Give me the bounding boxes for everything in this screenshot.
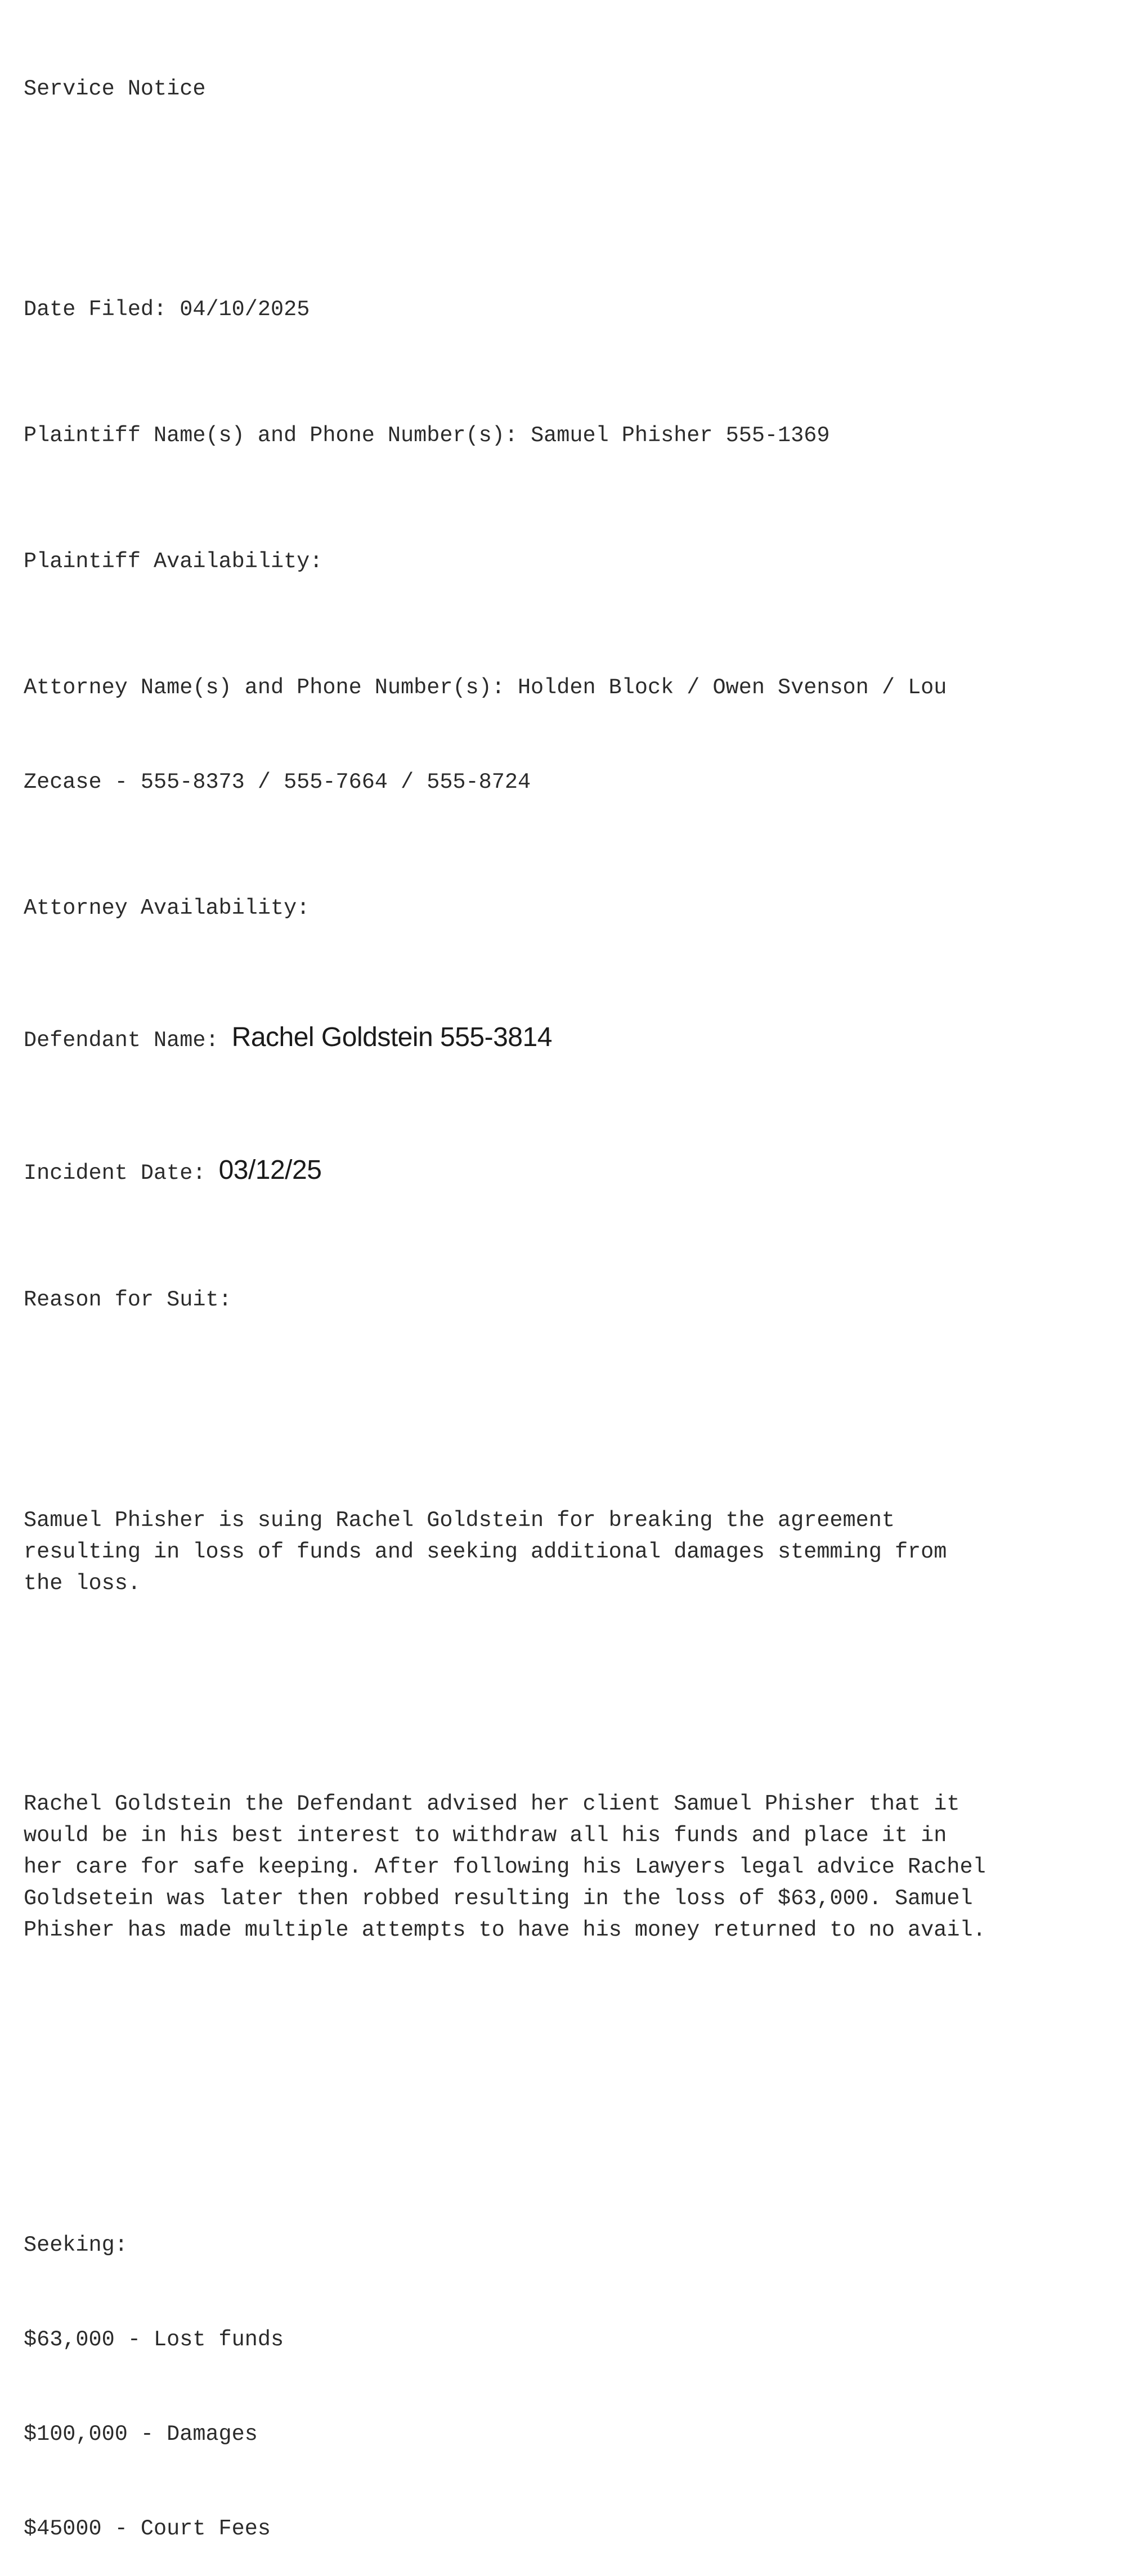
attorney-value-line2: Zecase - 555-8373 / 555-7664 / 555-8724 xyxy=(24,770,531,795)
plaintiff-label: Plaintiff Name(s) and Phone Number(s): xyxy=(24,423,518,448)
paragraph-line: Rachel Goldstein the Defendant advised her client Samuel Phisher that it xyxy=(24,1792,960,1816)
paragraph-line: Samuel Phisher is suing Rachel Goldstein for breaking the agreement xyxy=(24,1508,895,1533)
seeking-label: Seeking: xyxy=(24,2233,128,2258)
seeking-item-damages: $100,000 - Damages xyxy=(24,2422,258,2447)
plaintiff-availability-label: Plaintiff Availability: xyxy=(24,549,323,574)
reason-paragraph-2 xyxy=(24,1788,1110,1946)
spacer xyxy=(24,1379,1110,1410)
date-filed-value: 04/10/2025 xyxy=(180,297,310,322)
paragraph-line: would be in his best interest to withdraw all his funds and place it in xyxy=(24,1823,947,1848)
service-notice-document xyxy=(24,10,1110,2576)
attorney-availability-label: Attorney Availability: xyxy=(24,896,310,921)
plaintiff-row xyxy=(24,420,1110,451)
seeking-item-court-fees: $45000 - Court Fees xyxy=(24,2516,271,2541)
incident-row xyxy=(24,1151,1110,1190)
paragraph-line: resulting in loss of funds and seeking additional damages stemming from xyxy=(24,1540,947,1564)
defendant-row xyxy=(24,1018,1110,1057)
reason-paragraph-1 xyxy=(24,1505,1110,1599)
incident-label: Incident Date: xyxy=(24,1161,206,1186)
incident-value: 03/12/25 xyxy=(218,1155,322,1185)
spacer xyxy=(24,1662,1110,1694)
date-filed-row xyxy=(24,294,1110,325)
defendant-value: Rachel Goldstein 555-3814 xyxy=(231,1022,552,1052)
attorney-value-line1: Holden Block / Owen Svenson / Lou xyxy=(517,675,947,700)
plaintiff-value: Samuel Phisher 555-1369 xyxy=(531,423,830,448)
document-title: Service Notice xyxy=(24,77,206,101)
spacer xyxy=(24,168,1110,199)
reason-label: Reason for Suit: xyxy=(24,1287,232,1312)
paragraph-line: Goldsetein was later then robbed resulting in the loss of $63,000. Samuel xyxy=(24,1886,973,1911)
attorney-label: Attorney Name(s) and Phone Number(s): xyxy=(24,675,505,700)
date-filed-label: Date Filed: xyxy=(24,297,167,322)
paragraph-line: Phisher has made multiple attempts to have his money returned to no avail. xyxy=(24,1918,986,1942)
spacer xyxy=(24,2040,1110,2135)
attorney-row xyxy=(24,672,1110,703)
defendant-label: Defendant Name: xyxy=(24,1028,219,1053)
paragraph-line: her care for safe keeping. After following his Lawyers legal advice Rachel xyxy=(24,1855,986,1879)
paragraph-line: the loss. xyxy=(24,1571,141,1596)
seeking-item-lost-funds: $63,000 - Lost funds xyxy=(24,2327,284,2352)
